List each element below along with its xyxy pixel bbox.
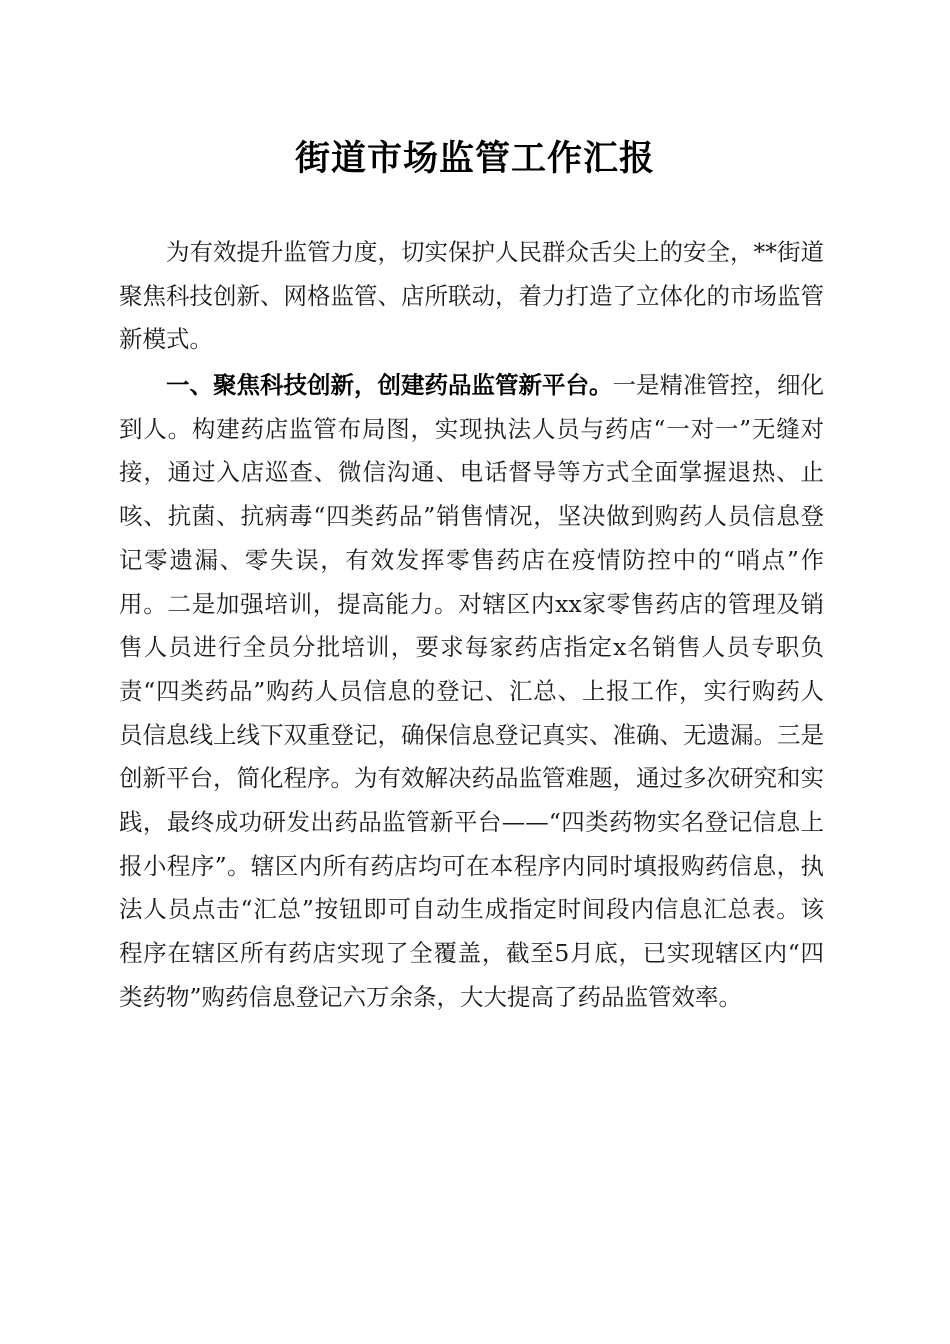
section-paragraph <box>119 364 824 1020</box>
section-heading: 一、聚焦科技创新，创建药品监管新平台。 <box>166 371 613 399</box>
document-title: 街道市场监管工作汇报 <box>294 138 655 179</box>
section-body: 一是精准管控，细化到人。构建药店监管布局图，实现执法人员与药店“一对一”无缝对接，通过入店巡查、微信沟通、电话督导等方式全面掌握退热、止咳、抗菌、抗病毒“四类药品”销售情况，坚决做到购药人员信息登记零遗漏、零失误，有效发挥零售药店在疫情防控中的“哨点”作用。二是加强培训，提高能力。对辖区内xx家零售药店的管理及销售人员进行全员分批培训，要求每家药店指定x名销售人员专职负责“四类药品”购药人员信息的登记、汇总、上报工作，实行购药人员信息线上线下双重登记，确保信息登记真实、准确、无遗漏。三是创新平台，简化程序。为有效解决药品监管难题，通过多次研究和实践，最终成功研发出药品监管新平台——“四类药物实名登记信息上报小程序”。辖区内所有药店均可在本程序内同时填报购药信息，执法人员点击“汇总”按钮即可自动生成指定时间段内信息汇总表。该程序在辖区所有药店实现了全覆盖，截至5月底，已实现辖区内“四类药物”购药信息登记六万余条，大大提高了药品监管效率。 <box>119 371 824 1011</box>
intro-paragraph: 为有效提升监管力度，切实保护人民群众舌尖上的安全，**街道聚焦科技创新、网格监管、店所联动，着力打造了立体化的市场监管新模式。 <box>119 238 824 354</box>
